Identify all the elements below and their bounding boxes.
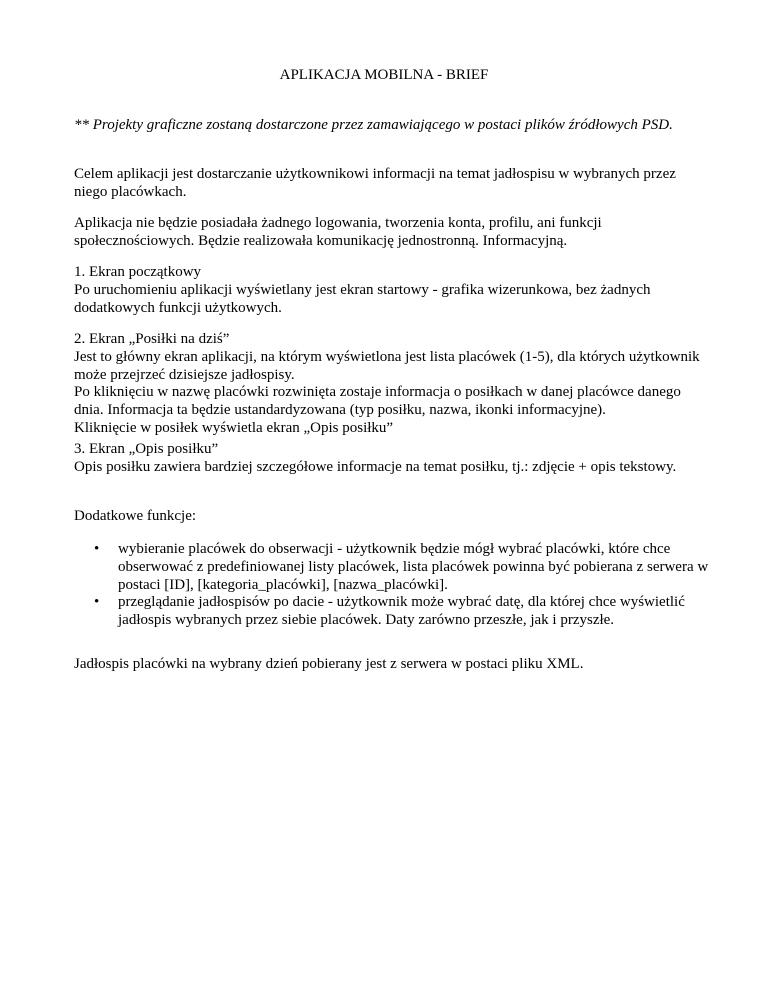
section-heading: 2. Ekran „Posiłki na dziś” xyxy=(74,331,230,347)
section-text: Po uruchomieniu aplikacji wyświetlany jest ekran startowy - grafika wizerunkowa, bez żadnych dodatkowych funkcji użytkowych. xyxy=(74,281,651,316)
design-note: ** Projekty graficzne zostaną dostarczone przez zamawiającego w postaci plików źródłowych PSD. xyxy=(74,117,673,133)
section-text: Jest to główny ekran aplikacji, na którym wyświetlona jest lista placówek (1-5), dla których użytkownik może przejrzeć dzisiejsze jadłospisy. xyxy=(74,348,700,383)
section-text: Opis posiłku zawiera bardziej szczegółowe informacje na temat posiłku, tj.: zdjęcie + opis tekstowy. xyxy=(74,458,677,475)
section-heading: 1. Ekran początkowy xyxy=(74,264,202,280)
section-text: Po kliknięciu w nazwę placówki rozwinięta zostaje informacja o posiłkach w danej placówce danego dnia. Informacja ta będzie ustandardyzowana (typ posiłku, nazwa, ikonki informacyjne). xyxy=(74,384,681,419)
section-heading: 3. Ekran „Opis posiłku” xyxy=(74,441,219,457)
bullet-icon: • xyxy=(94,594,100,611)
closing-paragraph: Jadłospis placówki na wybrany dzień pobierany jest z serwera w postaci pliku XML. xyxy=(74,656,584,672)
section-start-screen xyxy=(74,264,704,317)
bullet-icon: • xyxy=(94,541,100,557)
extra-features-heading: Dodatkowe funkcje: xyxy=(74,508,197,524)
intro-paragraph-purpose xyxy=(74,166,704,202)
intro-text: Aplikacja nie będzie posiadała żadnego logowania, tworzenia konta, profilu, ani funkcji społecznościowych. Będzie realizowała komunikację jednostronną. Informacyjną. xyxy=(74,215,602,249)
list-item-text: przeglądanie jadłospisów po dacie - użytkownik może wybrać datę, dla której chce wyświetlić jadłospis wybranych przez siebie placówek. Daty zarówno przeszłe, jak i przyszłe. xyxy=(118,594,685,629)
section-meal-description xyxy=(74,441,704,477)
list-item xyxy=(74,541,714,594)
section-text: Kliknięcie w posiłek wyświetla ekran „Opis posiłku” xyxy=(74,419,394,436)
extra-features-list xyxy=(74,541,714,630)
document-title: APLIKACJA MOBILNA - BRIEF xyxy=(279,67,489,83)
list-item xyxy=(74,594,714,630)
intro-paragraph-scope xyxy=(74,215,704,251)
list-item-text: wybieranie placówek do obserwacji - użytkownik będzie mógł wybrać placówki, które chce obserwować z predefiniowanej listy placówek, lista placówek powinna być pobierana z serwera w postaci [ID], [kategoria_placówki], [nazwa_placówki]. xyxy=(118,541,709,593)
section-meals-today xyxy=(74,331,704,438)
intro-text: Celem aplikacji jest dostarczanie użytkownikowi informacji na temat jadłospisu w wybranych przez niego placówkach. xyxy=(74,166,676,200)
